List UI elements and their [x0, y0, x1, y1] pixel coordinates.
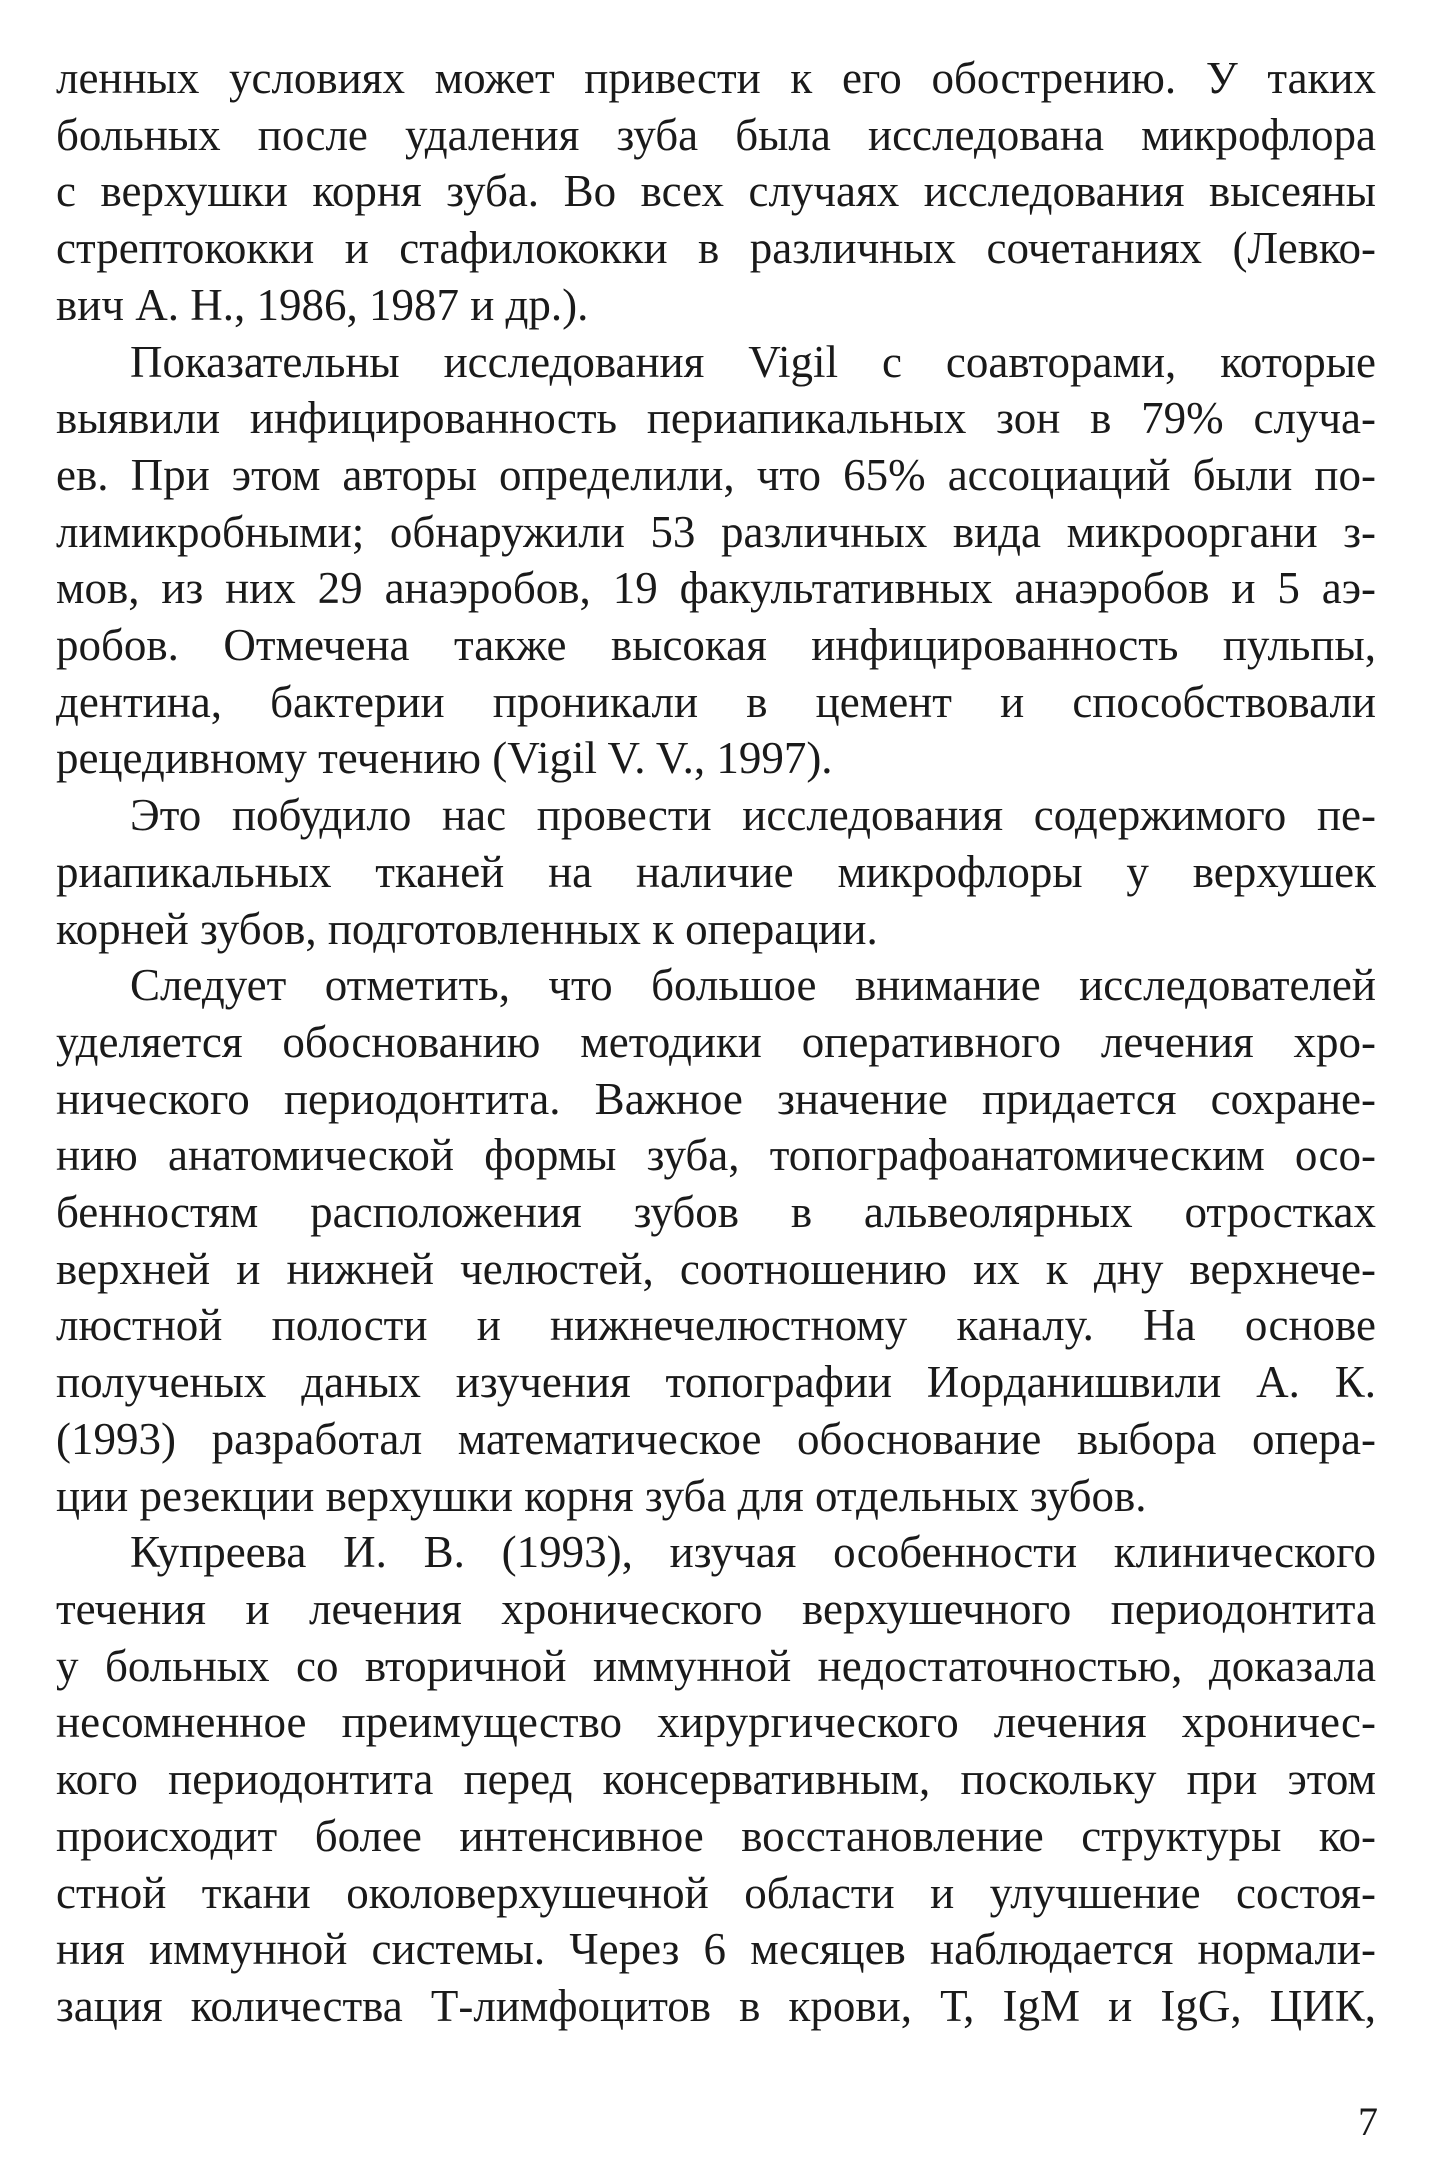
text-line: стной ткани околоверхушечной области и улучшение состоя- [56, 1867, 1376, 1918]
text-line: корней зубов, подготовленных к операции. [56, 903, 878, 954]
text-line: дентина, бактерии проникали в цемент и способствовали [56, 676, 1376, 727]
text-line: (1993) разработал математическое обоснование выбора опера- [56, 1413, 1376, 1464]
text-line: робов. Отмечена также высокая инфицированность пульпы, [56, 620, 1376, 671]
text-line: зация количества Т-лимфоцитов в крови, Т, IgM и IgG, ЦИК, [56, 1980, 1376, 2031]
text-line: ев. При этом авторы определили, что 65% ассоциаций были по- [56, 449, 1376, 500]
text-line: Купреева И. В. (1993), изучая особенности клинического [130, 1527, 1376, 1578]
paragraph-3 [56, 787, 1376, 957]
text-line: нического периодонтита. Важное значение придается сохране- [56, 1073, 1376, 1124]
text-line: больных после удаления зуба была исследована микрофлора [56, 109, 1376, 160]
text-line: риапикальных тканей на наличие микрофлоры у верхушек [56, 846, 1376, 897]
text-line: несомненное преимущество хирургического лечения хроничес- [56, 1697, 1376, 1748]
text-line: вич А. Н., 1986, 1987 и др.). [56, 279, 589, 330]
page-body [56, 50, 1376, 2035]
paragraph-1 [56, 50, 1376, 334]
text-line: с верхушки корня зуба. Во всех случаях исследования высеяны [56, 166, 1376, 217]
text-line: Следует отметить, что большое внимание исследователей [130, 960, 1376, 1011]
text-line: лимикробными; обнаружили 53 различных вида микрооргани з- [56, 506, 1376, 557]
text-line: стрептококки и стафилококки в различных сочетаниях (Левко- [56, 223, 1376, 274]
text-line: выявили инфицированность периапикальных зон в 79% случа- [56, 393, 1376, 444]
text-line: ленных условиях может привести к его обострению. У таких [56, 53, 1376, 103]
text-line: бенностям расположения зубов в альвеолярных отростках [56, 1187, 1376, 1238]
text-line: люстной полости и нижнечелюстному каналу. На основе [56, 1300, 1376, 1351]
paragraph-2 [56, 334, 1376, 788]
text-line: верхней и нижней челюстей, соотношению их к дну верхнече- [56, 1243, 1376, 1294]
text-line: течения и лечения хронического верхушечного периодонтита [56, 1583, 1376, 1634]
text-line: Это побудило нас провести исследования содержимого пе- [130, 790, 1376, 841]
text-line: полученых даных изучения топографии Иорданишвили А. К. [56, 1357, 1376, 1408]
text-line: Показательны исследования Vigil с соавторами, которые [130, 336, 1376, 387]
page-number: 7 [1358, 2099, 1378, 2144]
text-line: нию анатомической формы зуба, топографоанатомическим осо- [56, 1130, 1376, 1181]
text-line: ции резекции верхушки корня зуба для отдельных зубов. [56, 1470, 1147, 1521]
paragraph-5 [56, 1524, 1376, 2034]
text-line: уделяется обоснованию методики оперативного лечения хро- [56, 1016, 1376, 1067]
text-line: рецедивному течению (Vigil V. V., 1997). [56, 733, 833, 784]
text-line: мов, из них 29 анаэробов, 19 факультативных анаэробов и 5 аэ- [56, 563, 1376, 614]
text-line: происходит более интенсивное восстановление структуры ко- [56, 1810, 1376, 1861]
text-line: ния иммунной системы. Через 6 месяцев наблюдается нормали- [56, 1924, 1376, 1975]
text-line: кого периодонтита перед консервативным, поскольку при этом [56, 1754, 1376, 1805]
paragraph-4 [56, 957, 1376, 1524]
text-line: у больных со вторичной иммунной недостаточностью, доказала [56, 1640, 1376, 1691]
